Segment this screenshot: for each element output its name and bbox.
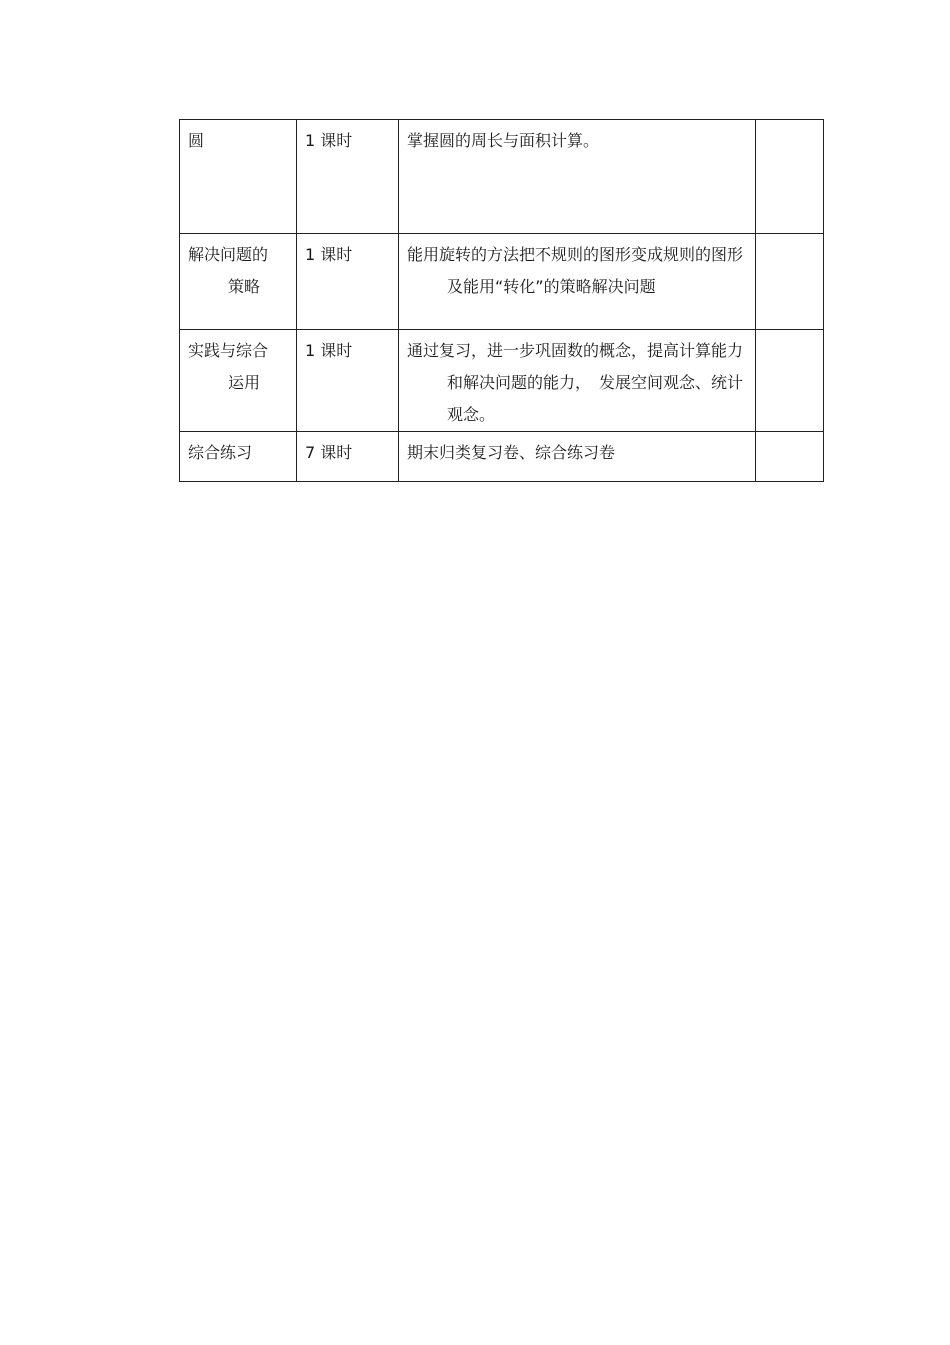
hours-cell: 1 课时 bbox=[297, 234, 399, 330]
goal-cell bbox=[399, 330, 756, 432]
goal-cell bbox=[399, 234, 756, 330]
topic-text-continued: 策略 bbox=[228, 277, 261, 296]
topic-cell bbox=[180, 432, 297, 482]
table-row bbox=[180, 330, 824, 432]
topic-text-continued: 运用 bbox=[228, 373, 261, 392]
topic-text: 解决问题的 bbox=[188, 245, 269, 264]
hours-cell: 1 课时 bbox=[297, 330, 399, 432]
hours-cell: 7 课时 bbox=[297, 432, 399, 482]
topic-text: 圆 bbox=[188, 131, 205, 150]
table-row bbox=[180, 234, 824, 330]
table-row bbox=[180, 120, 824, 234]
note-cell bbox=[756, 234, 824, 330]
goal-text: 通过复习，进一步巩固数的概念，提高计算能力和解决问题的能力， 发展空间观念、统计观念。 bbox=[407, 341, 744, 424]
topic-cell bbox=[180, 234, 297, 330]
goal-text: 期末归类复习卷、综合练习卷 bbox=[407, 443, 616, 462]
goal-text: 掌握圆的周长与面积计算。 bbox=[407, 131, 600, 150]
teaching-plan-table bbox=[179, 119, 824, 482]
topic-cell bbox=[180, 330, 297, 432]
note-cell bbox=[756, 330, 824, 432]
topic-text: 综合练习 bbox=[188, 443, 253, 462]
topic-text: 实践与综合 bbox=[188, 341, 269, 360]
note-cell bbox=[756, 432, 824, 482]
note-cell bbox=[756, 120, 824, 234]
goal-cell bbox=[399, 120, 756, 234]
goal-text: 能用旋转的方法把不规则的图形变成规则的图形及能用“转化”的策略解决问题 bbox=[407, 245, 744, 296]
topic-cell bbox=[180, 120, 297, 234]
hours-cell: 1 课时 bbox=[297, 120, 399, 234]
goal-cell bbox=[399, 432, 756, 482]
table-row bbox=[180, 432, 824, 482]
